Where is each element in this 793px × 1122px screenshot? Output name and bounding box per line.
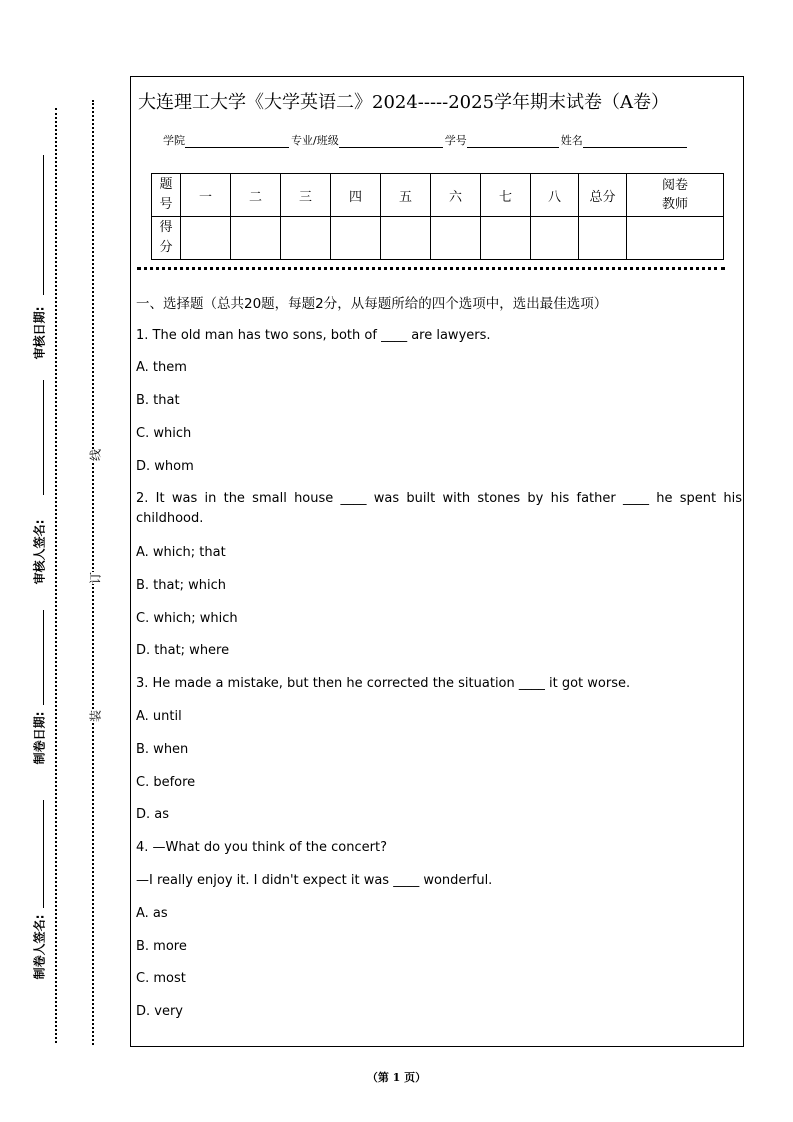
score-cell-grader[interactable] <box>627 217 724 260</box>
question-4-option-b[interactable]: B. more <box>136 939 187 954</box>
name-field[interactable] <box>583 134 687 148</box>
score-cell[interactable] <box>181 217 231 260</box>
question-1-stem: 1. The old man has two sons, both of ____ are lawyers. <box>136 328 491 343</box>
question-1-option-a[interactable]: A. them <box>136 360 187 375</box>
col-2: 二 <box>231 174 281 217</box>
dotted-margin-outer <box>55 108 57 1043</box>
col-7: 七 <box>481 174 531 217</box>
score-table <box>151 173 724 260</box>
question-3-option-a[interactable]: A. until <box>136 709 182 724</box>
student-no-field[interactable] <box>467 134 559 148</box>
question-3-option-d[interactable]: D. as <box>136 807 170 822</box>
dotted-separator <box>137 267 725 270</box>
make-date-label: 制卷日期: <box>32 711 47 765</box>
score-cell[interactable] <box>231 217 281 260</box>
col-grader: 阅卷 教师 <box>627 174 724 217</box>
college-label: 学院 <box>163 134 185 147</box>
question-4-option-d[interactable]: D. very <box>136 1004 184 1019</box>
binding-line-3 <box>43 610 44 705</box>
binding-line-4 <box>43 800 44 908</box>
major-label: 专业/班级 <box>291 134 339 147</box>
col-total: 总分 <box>579 174 627 217</box>
col-1: 一 <box>181 174 231 217</box>
question-2-stem: 2. It was in the small house ____ was built with stones by his father ____ he spent his childhood. <box>136 491 742 526</box>
score-cell[interactable] <box>531 217 579 260</box>
reviewer-sign-label: 审核人签名: <box>32 519 47 585</box>
question-4-stem: 4. —What do you think of the concert? <box>136 840 387 855</box>
question-2-option-c[interactable]: C. which; which <box>136 611 238 626</box>
row-label-question-no <box>152 174 181 217</box>
score-table-header-row <box>152 174 724 217</box>
col-5: 五 <box>381 174 431 217</box>
question-2-option-b[interactable]: B. that; which <box>136 578 226 593</box>
score-cell[interactable] <box>481 217 531 260</box>
question-2-option-d[interactable]: D. that; where <box>136 643 230 658</box>
line-char: 线 <box>85 449 106 461</box>
question-3-option-b[interactable]: B. when <box>136 742 189 757</box>
score-cell[interactable] <box>381 217 431 260</box>
row-label-score <box>152 217 181 260</box>
score-cell[interactable] <box>331 217 381 260</box>
score-table-score-row <box>152 217 724 260</box>
question-3-stem: 3. He made a mistake, but then he corrected the situation ____ it got worse. <box>136 676 631 691</box>
question-4-option-a[interactable]: A. as <box>136 906 168 921</box>
question-1-option-c[interactable]: C. which <box>136 426 192 441</box>
name-label: 姓名 <box>560 134 583 147</box>
question-1-option-b[interactable]: B. that <box>136 393 180 408</box>
score-cell-total[interactable] <box>579 217 627 260</box>
col-8: 八 <box>531 174 579 217</box>
question-4-stem-reply: —I really enjoy it. I didn't expect it was ____ wonderful. <box>136 873 493 888</box>
binding-line-2 <box>43 380 44 495</box>
student-no-label: 学号 <box>444 134 467 147</box>
row-label-score-text: 得分 <box>159 220 173 255</box>
maker-sign-label: 制卷人签名: <box>32 914 47 980</box>
question-4-option-c[interactable]: C. most <box>136 971 186 986</box>
score-cell[interactable] <box>431 217 481 260</box>
college-field[interactable] <box>185 134 289 148</box>
score-cell[interactable] <box>281 217 331 260</box>
col-3: 三 <box>281 174 331 217</box>
question-1-option-d[interactable]: D. whom <box>136 459 194 474</box>
section-1-title: 一、选择题（总共20题，每题2分，从每题所给的四个选项中，选出最佳选项） <box>136 296 608 312</box>
bind-char: 订 <box>85 572 106 584</box>
student-info-row <box>163 132 689 148</box>
major-field[interactable] <box>339 134 443 148</box>
binding-line-1 <box>43 155 44 295</box>
question-3-option-c[interactable]: C. before <box>136 775 196 790</box>
question-2-option-a[interactable]: A. which; that <box>136 545 226 560</box>
seal-char: 装 <box>85 710 106 722</box>
col-4: 四 <box>331 174 381 217</box>
row-label-question-no-text: 题号 <box>159 177 173 212</box>
page-number: （第 1 页） <box>366 1071 427 1084</box>
review-date-label: 审核日期: <box>32 306 47 360</box>
exam-title: 大连理工大学《大学英语二》2024-----2025学年期末试卷（A卷） <box>138 92 670 113</box>
col-6: 六 <box>431 174 481 217</box>
